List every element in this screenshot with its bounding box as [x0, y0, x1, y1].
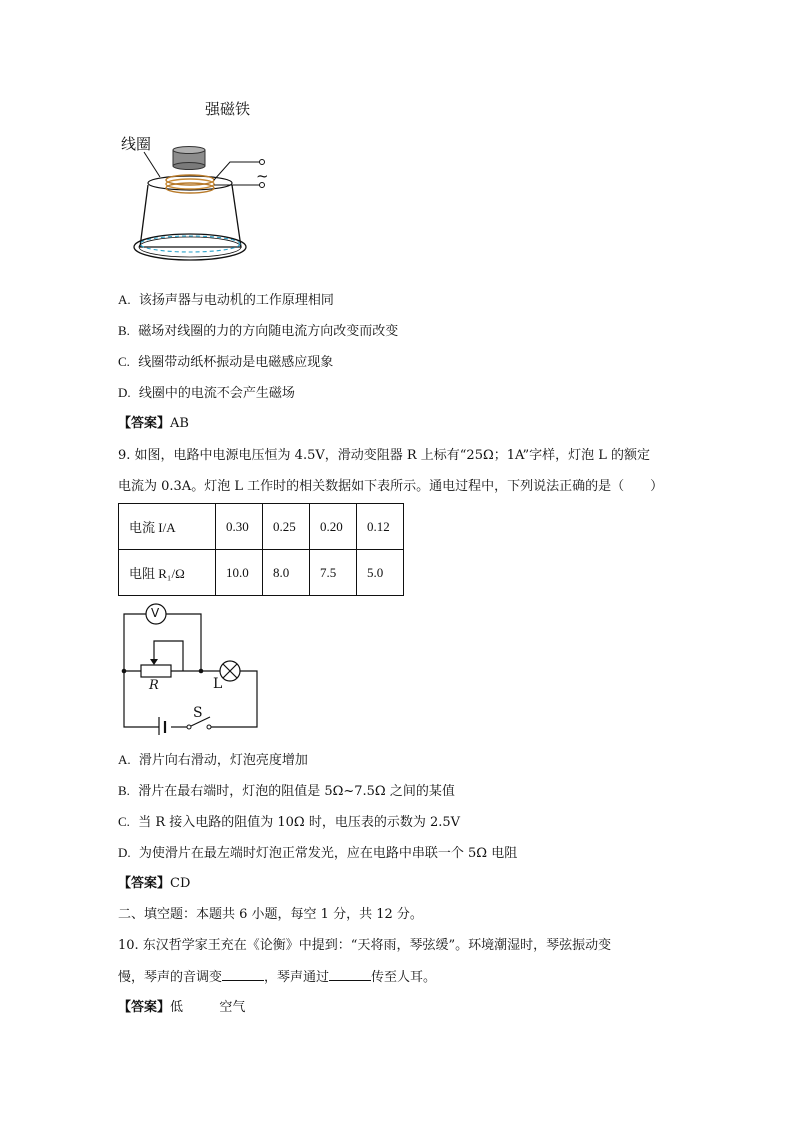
table-cell: 0.12 — [357, 504, 404, 550]
coil-label: 线圈 — [121, 135, 152, 153]
q9-stem-line2: 电流为 0.3A。灯泡 L 工作时的相关数据如下表所示。通电过程中，下列说法正确的是（ ） — [118, 479, 664, 494]
fill-blank[interactable] — [222, 968, 264, 981]
table-row-header: 电阻 R₁/Ω — [119, 550, 216, 596]
magnet-label: 强磁铁 — [205, 100, 251, 118]
section-heading: 二、填空题：本题共 6 小题，每空 1 分，共 12 分。 — [118, 907, 423, 922]
q8-option-d: D. 线圈中的电流不会产生磁场 — [118, 385, 295, 401]
q10-stem-line2: 慢，琴声的音调变 ，琴声通过 传至人耳。 — [118, 970, 437, 985]
switch-label: S — [193, 705, 203, 721]
q8-option-a: A. 该扬声器与电动机的工作原理相同 — [118, 292, 334, 308]
q10-stem-line1: 10. 东汉哲学家王充在《论衡》中提到：“天将雨，琴弦缓”。环境潮湿时，琴弦振动变 — [118, 938, 612, 953]
ac-symbol: ~ — [256, 167, 269, 185]
table-cell: 0.30 — [216, 504, 263, 550]
q8-option-c: C. 线圈带动纸杯振动是电磁感应现象 — [118, 354, 334, 370]
q8-answer: 【答案】AB — [118, 416, 189, 431]
q9-option-d: D. 为使滑片在最左端时灯泡正常发光，应在电路中串联一个 5Ω 电阻 — [118, 845, 518, 861]
speaker-diagram — [118, 95, 288, 275]
lamp-label: L — [213, 676, 223, 692]
table-row — [119, 504, 404, 550]
voltmeter-label: V — [151, 606, 160, 620]
table-cell: 5.0 — [357, 550, 404, 596]
speaker-figure — [118, 95, 288, 275]
q8-option-b: B. 磁场对线圈的力的方向随电流方向改变而改变 — [118, 323, 399, 339]
q9-stem-line1: 9. 如图，电路中电源电压恒为 4.5V，滑动变阻器 R 上标有“25Ω；1A”字样，灯泡 L 的额定 — [118, 448, 651, 463]
q9-answer: 【答案】CD — [118, 876, 191, 891]
table-cell: 0.20 — [310, 504, 357, 550]
table-cell: 0.25 — [263, 504, 310, 550]
table-row-header: 电流 I/A — [119, 504, 216, 550]
table-cell: 10.0 — [216, 550, 263, 596]
lamp-data-table — [118, 503, 404, 596]
rheostat-label: R — [149, 678, 159, 693]
fill-blank[interactable] — [329, 968, 371, 981]
table-row — [119, 550, 404, 596]
table-cell: 7.5 — [310, 550, 357, 596]
q9-option-b: B. 滑片在最右端时，灯泡的阻值是 5Ω~7.5Ω 之间的某值 — [118, 783, 455, 799]
q9-option-a: A. 滑片向右滑动，灯泡亮度增加 — [118, 752, 308, 768]
q10-answer: 【答案】低 空气 — [118, 1000, 246, 1015]
q9-option-c: C. 当 R 接入电路的阻值为 10Ω 时，电压表的示数为 2.5V — [118, 814, 461, 830]
table-cell: 8.0 — [263, 550, 310, 596]
